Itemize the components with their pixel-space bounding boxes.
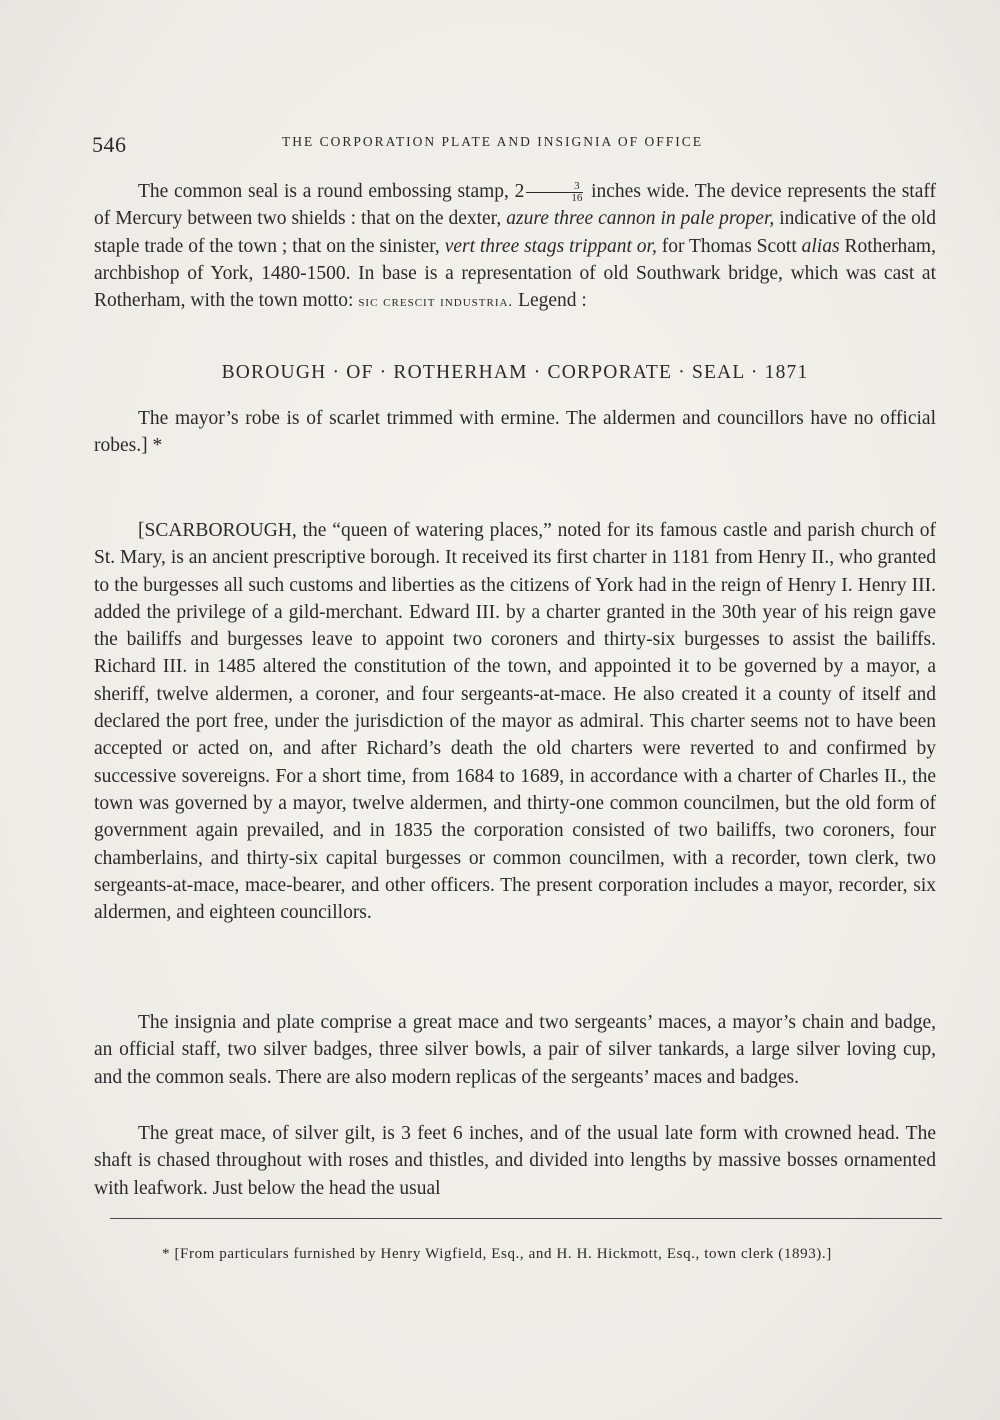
footnote-divider xyxy=(110,1218,942,1219)
footnote xyxy=(106,1242,946,1266)
text-span: inches wide. The device represents the staff of Mercury between two shields : that on the dexter, xyxy=(94,181,936,230)
paragraph-scarborough xyxy=(94,517,936,926)
italic-text: vert three stags trippant or, xyxy=(444,235,657,257)
footnote-text: * [From particulars furnished by Henry Wigfield, Esq., and H. H. Hickmott, Esq., town clerk (1893).] xyxy=(162,1246,832,1262)
fraction-numerator: 3 xyxy=(526,181,583,193)
paragraph-text: [SCARBOROUGH, the “queen of watering places,” noted for its famous castle and parish church of St. Mary, is an ancient prescriptive borough. It received its first charter in 1181 from Henry II., who granted to the burgesses all such customs and liberties as the citizens of York had in the reign of Henry I. Henry III. added the privilege of a gild-merchant. Edward III. by a charter granted in the 30th year of his reign gave the bailiffs and burgesses leave to appoint two coroners and thirty-six burgesses to assist the bailiffs. Richard III. in 1485 altered the constitution of the town, and appointed it to be governed by a mayor, a sheriff, twelve aldermen, a coroner, and four sergeants-at-mace. He also created it a county of itself and declared the port free, under the jurisdiction of the mayor as admiral. This charter seems not to have been accepted or acted on, and after Richard’s death the old charters were reverted to and confirmed by successive sovereigns. For a short time, from 1684 to 1689, in accordance with a charter of Charles II., the town was governed by a mayor, twelve aldermen, and thirty-one common councilmen, but the old form of government again prevailed, and in 1835 the corporation consisted of two bailiffs, two coroners, four chamberlains, and thirty-six capital burgesses or common councilmen, with a recorder, town clerk, two sergeants-at-mace, mace-bearer, and other officers. The present corporation includes a mayor, recorder, six aldermen, and eighteen councillors. xyxy=(94,520,936,924)
text-span: Legend : xyxy=(513,290,587,312)
text-span: indicative of the old staple trade of the town ; that on the sinister, xyxy=(94,208,937,257)
paragraph-text: The insignia and plate comprise a great mace and two sergeants’ maces, a mayor’s chain and badge, an official staff, two silver badges, three silver bowls, a pair of silver tankards, a large silver loving cup, and the common seals. There are also modern replicas of the sergeants’ maces and badges. xyxy=(94,1012,936,1088)
paragraph-insignia xyxy=(94,1009,936,1091)
italic-text: azure three cannon in pale proper, xyxy=(506,208,775,230)
text-span: The common seal is a round embossing stamp, 2 xyxy=(138,181,525,202)
motto: sic crescit industria. xyxy=(358,294,514,311)
text-span: Rotherham, archbishop of York, 1480-1500. In base is a representation of old Southwark bridge, which was cast at Rotherham, with the town motto: xyxy=(94,235,936,312)
fraction xyxy=(526,181,583,204)
paragraph-great-mace xyxy=(94,1120,936,1202)
italic-text: alias xyxy=(801,235,840,257)
running-title: THE CORPORATION PLATE AND INSIGNIA OF OFFICE xyxy=(282,134,704,149)
page-number: 546 xyxy=(92,132,127,157)
paragraph-mayor-robe xyxy=(94,405,936,460)
paragraph-common-seal xyxy=(94,178,936,316)
page-header xyxy=(92,130,942,160)
paragraph-text: The great mace, of silver gilt, is 3 feet 6 inches, and of the usual late form with crowned head. The shaft is chased throughout with roses and thistles, and divided into lengths by massive bosses ornamented with leafwork. Just below the head the usual xyxy=(94,1123,936,1199)
paragraph-text: The mayor’s robe is of scarlet trimmed with ermine. The aldermen and councillors have no official robes.] * xyxy=(94,408,936,457)
fraction-denominator: 16 xyxy=(571,192,583,205)
text-span: for Thomas Scott xyxy=(656,235,802,257)
seal-legend: BOROUGH · OF · ROTHERHAM · CORPORATE · SEAL · 1871 xyxy=(221,362,809,383)
